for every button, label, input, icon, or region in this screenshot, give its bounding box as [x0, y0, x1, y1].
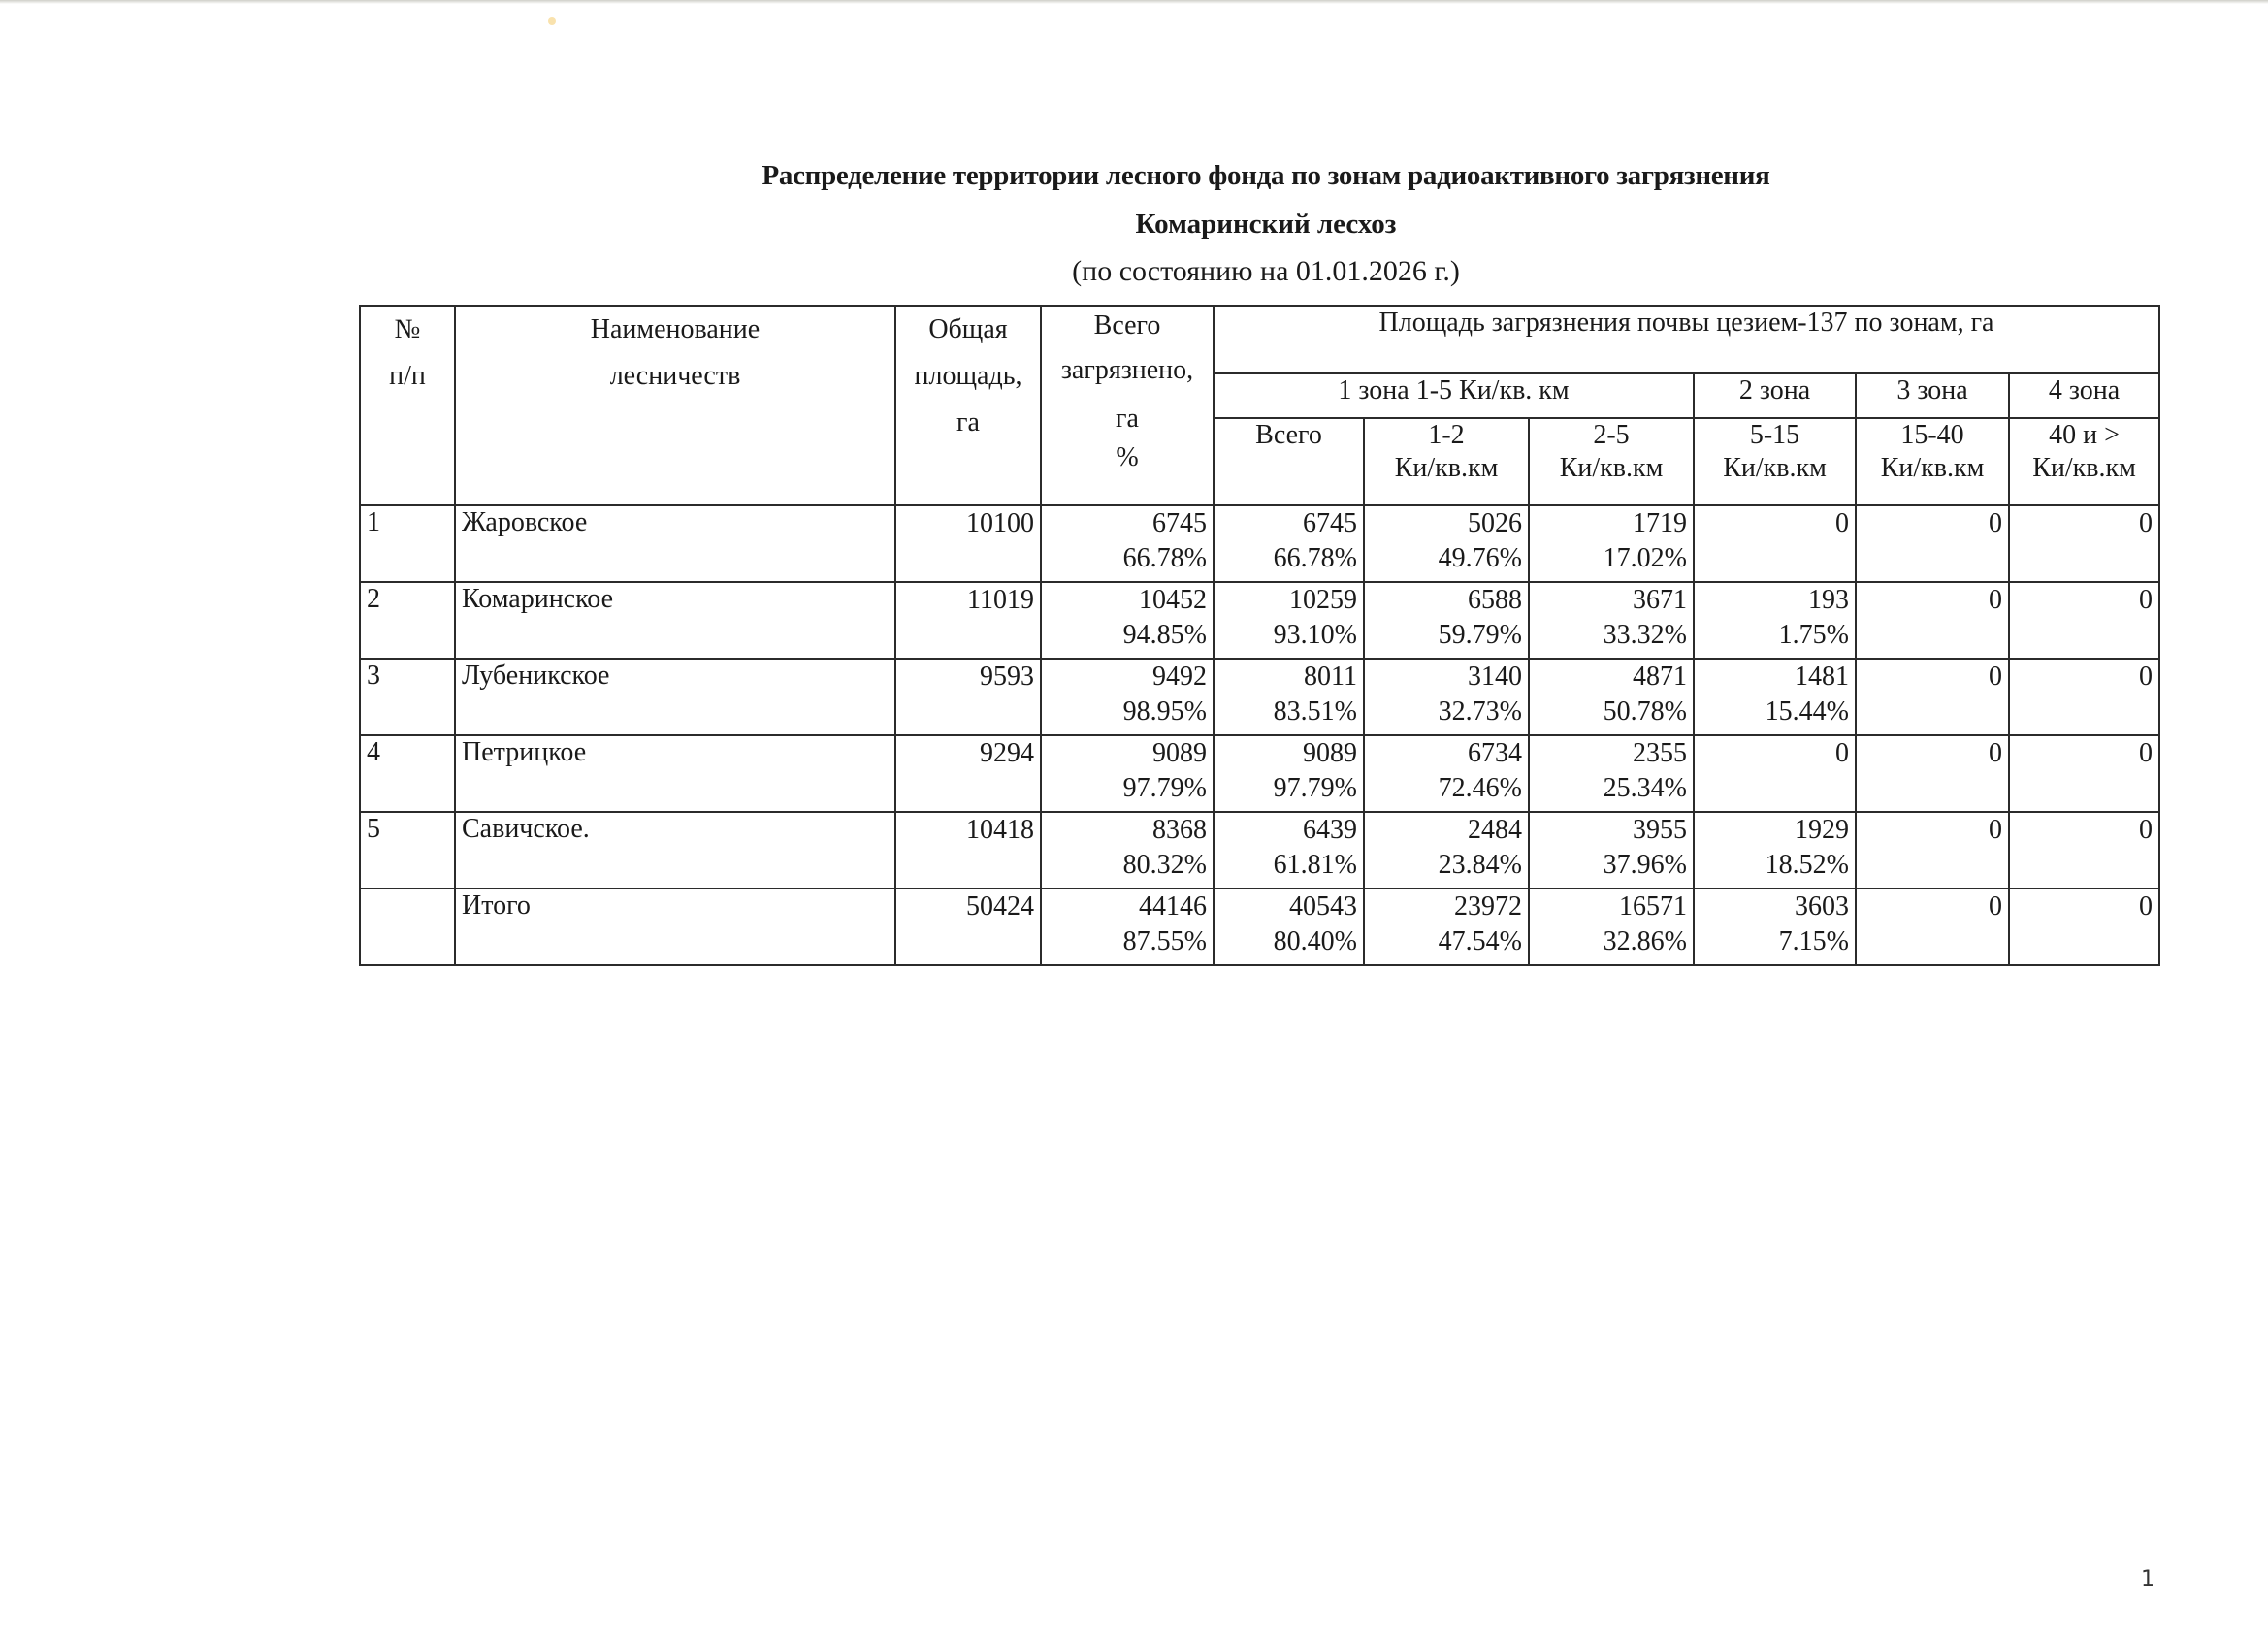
cell-z1-12: [1364, 659, 1529, 735]
total-area-cell: 9294: [895, 735, 1041, 812]
total-area-cell: 10100: [895, 505, 1041, 582]
cell-percent: 25.34%: [1603, 773, 1687, 803]
cell-value: 10259: [1289, 585, 1357, 615]
header-name-line: лесничеств: [609, 361, 741, 391]
table-row: [360, 659, 2159, 735]
cell-value: 10452: [1139, 585, 1207, 615]
table-row: [360, 812, 2159, 889]
cell-value: 3671: [1633, 585, 1687, 615]
header-num: [360, 306, 455, 505]
cell-value: 6745: [1303, 508, 1357, 538]
header-total-area: [895, 306, 1041, 505]
cell-z4: [2009, 505, 2159, 582]
cell-value: 0: [1989, 662, 2002, 692]
cell-z1-12: [1364, 735, 1529, 812]
as-of-date: (по состоянию на 01.01.2026 г.): [1072, 255, 1460, 287]
cell-value: 44146: [1139, 891, 1207, 922]
cell-percent: 59.79%: [1438, 620, 1522, 650]
cell-z1-25: [1529, 735, 1694, 812]
row-number: [360, 889, 455, 965]
cell-percent: 61.81%: [1273, 850, 1357, 880]
subheader-line: 5-15: [1749, 420, 1800, 450]
cell-z2: [1694, 659, 1856, 735]
table-row: [360, 505, 2159, 582]
cell-z4: [2009, 812, 2159, 889]
header-num-line: №: [394, 314, 421, 344]
cell-z2: [1694, 889, 1856, 965]
cell-z1-total: [1214, 812, 1364, 889]
cell-percent: 72.46%: [1438, 773, 1522, 803]
cell-value: 6588: [1468, 585, 1522, 615]
header-zone-2: 2 зона: [1694, 373, 1856, 418]
row-number: 4: [360, 735, 455, 812]
subheader-40-plus: [2009, 418, 2159, 505]
cell-value: 6439: [1303, 815, 1357, 845]
cell-value: 5026: [1468, 508, 1522, 538]
cell-z3: [1856, 659, 2009, 735]
cell-value: 0: [2139, 508, 2154, 538]
cell-value: 3603: [1795, 891, 1849, 922]
cell-value: 1481: [1795, 662, 1849, 692]
cell-z2: [1694, 582, 1856, 659]
cell-percent: 66.78%: [1273, 543, 1357, 573]
header-total-area-line: Общая: [928, 314, 1008, 344]
cell-percent: 33.32%: [1603, 620, 1687, 650]
cell-value: 0: [1989, 891, 2002, 922]
subheader-1-2: [1364, 418, 1529, 505]
cell-value: 9089: [1303, 738, 1357, 768]
cell-value: 6745: [1152, 508, 1207, 538]
cell-total-cont: [1041, 582, 1214, 659]
cell-percent: 83.51%: [1273, 696, 1357, 727]
cell-percent: 18.52%: [1765, 850, 1849, 880]
cell-value: 23972: [1454, 891, 1522, 922]
cell-percent: 93.10%: [1273, 620, 1357, 650]
cell-z1-25: [1529, 889, 1694, 965]
total-area-cell: 10418: [895, 812, 1041, 889]
cell-percent: 97.79%: [1273, 773, 1357, 803]
header-name-line: Наименование: [590, 314, 761, 344]
cell-z1-12: [1364, 582, 1529, 659]
scan-speck: [548, 17, 556, 25]
cell-z1-25: [1529, 582, 1694, 659]
cell-z1-12: [1364, 889, 1529, 965]
table-row-total: [360, 889, 2159, 965]
cell-percent: 32.86%: [1603, 926, 1687, 956]
cell-value: 2355: [1633, 738, 1687, 768]
subheader-line: Ки/кв.км: [1394, 453, 1499, 484]
cell-value: 0: [2139, 585, 2154, 615]
cell-value: 3140: [1468, 662, 1522, 692]
cell-percent: 97.79%: [1122, 773, 1207, 803]
forestry-name: Лубеникское: [455, 659, 895, 735]
cell-z1-total: [1214, 582, 1364, 659]
table-row: [360, 582, 2159, 659]
row-number: 2: [360, 582, 455, 659]
cell-value: 0: [2139, 815, 2154, 845]
cell-total-cont: [1041, 889, 1214, 965]
header-num-line: п/п: [389, 361, 426, 391]
cell-value: 0: [2139, 738, 2154, 768]
row-number: 3: [360, 659, 455, 735]
subheader-2-5: [1529, 418, 1694, 505]
cell-z2: [1694, 735, 1856, 812]
cell-z1-total: [1214, 659, 1364, 735]
cell-z3: [1856, 505, 2009, 582]
cell-percent: 98.95%: [1122, 696, 1207, 727]
cell-value: 0: [1989, 585, 2002, 615]
cell-value: 193: [1808, 585, 1849, 615]
cell-percent: 32.73%: [1438, 696, 1522, 727]
total-area-cell: 9593: [895, 659, 1041, 735]
cell-value: 0: [1989, 508, 2002, 538]
cell-value: 8368: [1152, 815, 1207, 845]
subheader-line: Всего: [1255, 420, 1322, 450]
cell-z4: [2009, 659, 2159, 735]
document-title: Распределение территории лесного фонда по зонам радиоактивного загрязнения: [761, 160, 1770, 191]
cell-z1-12: [1364, 812, 1529, 889]
table-row: [360, 735, 2159, 812]
header-name: [455, 306, 895, 505]
cell-z1-total: [1214, 889, 1364, 965]
cell-value: 2484: [1468, 815, 1522, 845]
subheader-line: Ки/кв.км: [1880, 453, 1985, 484]
cell-percent: 66.78%: [1122, 543, 1207, 573]
subheader-line: 40 и >: [2049, 420, 2120, 450]
forestry-name: Жаровское: [455, 505, 895, 582]
cell-z1-25: [1529, 505, 1694, 582]
forestry-name: Комаринское: [455, 582, 895, 659]
cell-total-cont: [1041, 659, 1214, 735]
header-total-contaminated-line: загрязнено,: [1060, 355, 1194, 385]
cell-percent: 7.15%: [1778, 926, 1849, 956]
header-total-area-line: площадь,: [914, 361, 1022, 391]
cell-z1-12: [1364, 505, 1529, 582]
cell-percent: 80.40%: [1273, 926, 1357, 956]
cell-value: 6734: [1468, 738, 1522, 768]
cell-z3: [1856, 889, 2009, 965]
subheader-line: 15-40: [1900, 420, 1964, 450]
cell-z1-total: [1214, 505, 1364, 582]
cell-percent: 49.76%: [1438, 543, 1522, 573]
cell-z4: [2009, 889, 2159, 965]
cell-value: 1929: [1795, 815, 1849, 845]
forestry-name: Савичское.: [455, 812, 895, 889]
cell-value: 0: [1989, 738, 2002, 768]
header-zone-4: 4 зона: [2009, 373, 2159, 418]
cell-value: 9492: [1152, 662, 1207, 692]
total-area-cell: 50424: [895, 889, 1041, 965]
cell-value: 4871: [1633, 662, 1687, 692]
header-total-contaminated: [1041, 306, 1214, 505]
subheader-line: 1-2: [1428, 420, 1465, 450]
contamination-table: [359, 305, 2160, 966]
cell-z3: [1856, 735, 2009, 812]
subheader-line: 2-5: [1593, 420, 1630, 450]
header-zone-1: 1 зона 1-5 Ки/кв. км: [1214, 373, 1694, 418]
cell-value: 0: [2139, 662, 2154, 692]
cell-value: 0: [2139, 891, 2154, 922]
cell-total-cont: [1041, 812, 1214, 889]
cell-z4: [2009, 735, 2159, 812]
cell-z3: [1856, 582, 2009, 659]
cell-percent: 94.85%: [1122, 620, 1207, 650]
forestry-name: Петрицкое: [455, 735, 895, 812]
table-body: [360, 505, 2159, 965]
cell-value: 16571: [1619, 891, 1687, 922]
cell-total-cont: [1041, 735, 1214, 812]
cell-percent: 15.44%: [1765, 696, 1849, 727]
cell-percent: 50.78%: [1603, 696, 1687, 727]
subheader-line: Ки/кв.км: [2032, 453, 2136, 484]
forestry-name: Итого: [455, 889, 895, 965]
header-total-contaminated-line: %: [1116, 442, 1139, 472]
cell-value: 1719: [1633, 508, 1687, 538]
cell-value: 8011: [1304, 662, 1357, 692]
cell-value: 0: [1989, 815, 2002, 845]
cell-percent: 23.84%: [1438, 850, 1522, 880]
header-total-area-line: га: [956, 407, 980, 437]
cell-percent: 17.02%: [1603, 543, 1687, 573]
row-number: 1: [360, 505, 455, 582]
cell-value: 0: [1835, 508, 1849, 538]
cell-z2: [1694, 812, 1856, 889]
subheader-zone1-total: [1214, 418, 1364, 505]
page-number: 1: [2141, 1568, 2155, 1592]
header-zone-3: 3 зона: [1856, 373, 2009, 418]
cell-percent: 47.54%: [1438, 926, 1522, 956]
subheader-5-15: [1694, 418, 1856, 505]
cell-percent: 80.32%: [1122, 850, 1207, 880]
scan-edge: [0, 0, 2268, 4]
cell-percent: 1.75%: [1778, 620, 1849, 650]
cell-z4: [2009, 582, 2159, 659]
cell-z2: [1694, 505, 1856, 582]
header-total-contaminated-line: га: [1116, 404, 1139, 434]
cell-percent: 87.55%: [1122, 926, 1207, 956]
cell-z1-25: [1529, 812, 1694, 889]
cell-value: 3955: [1633, 815, 1687, 845]
header-total-contaminated-line: Всего: [1093, 310, 1161, 340]
cell-z1-25: [1529, 659, 1694, 735]
cell-value: 40543: [1289, 891, 1357, 922]
header-cesium-group: Площадь загрязнения почвы цезием-137 по зонам, га: [1214, 306, 2159, 373]
cell-total-cont: [1041, 505, 1214, 582]
document-subtitle: Комаринский лесхоз: [1135, 209, 1397, 240]
cell-z1-total: [1214, 735, 1364, 812]
total-area-cell: 11019: [895, 582, 1041, 659]
cell-z3: [1856, 812, 2009, 889]
cell-value: 0: [1835, 738, 1849, 768]
row-number: 5: [360, 812, 455, 889]
subheader-line: Ки/кв.км: [1559, 453, 1664, 484]
cell-value: 9089: [1152, 738, 1207, 768]
subheader-line: Ки/кв.км: [1723, 453, 1827, 484]
subheader-15-40: [1856, 418, 2009, 505]
cell-percent: 37.96%: [1603, 850, 1687, 880]
